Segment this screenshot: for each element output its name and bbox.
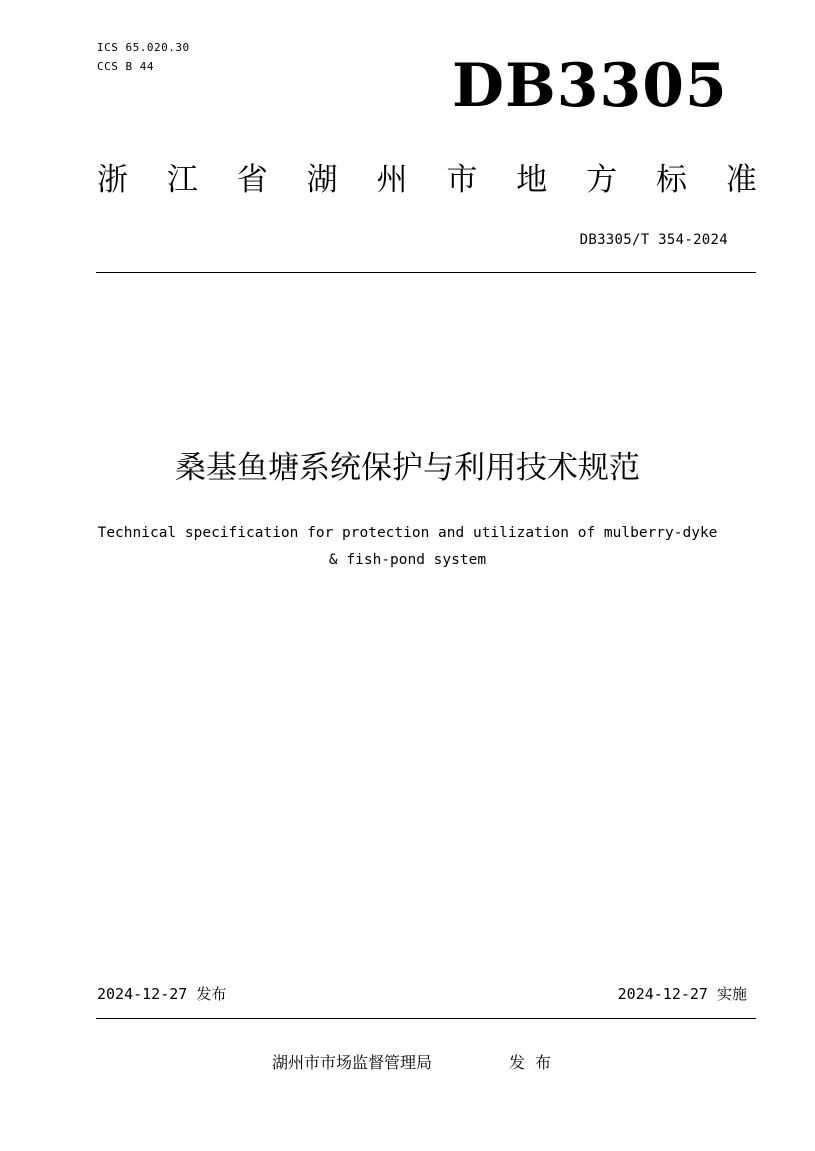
issue-label: 发布 (509, 1053, 562, 1072)
document-title-en (60, 520, 755, 574)
implement-date: 2024-12-27 实施 (617, 985, 747, 1003)
title-en-line: Technical specification for protection and utilization of mulberry-dyke (97, 525, 718, 541)
issuer-heading-char: 省 (236, 162, 268, 198)
issuer-heading-char: 浙 (97, 162, 128, 198)
issuer-heading-char: 准 (725, 162, 757, 198)
standard-mark-logo: DB3305 (452, 51, 728, 121)
standard-number: DB3305/T 354-2024 (579, 232, 728, 248)
issuing-authority: 湖州市市场监督管理局 (272, 1053, 433, 1072)
issuer-heading (97, 162, 757, 198)
issuer-heading-char: 州 (376, 162, 408, 198)
ccs-code: CCS B 44 (97, 60, 154, 73)
issuer-heading-char: 地 (516, 162, 548, 198)
issuer-heading-char: 市 (446, 162, 478, 198)
document-title-zh: 桑基鱼塘系统保护与利用技术规范 (175, 450, 640, 486)
bottom-divider (96, 1018, 756, 1019)
issuer-heading-char: 方 (586, 162, 618, 198)
issuer-heading-char: 标 (656, 162, 687, 198)
top-divider (96, 272, 756, 273)
ics-code: ICS 65.020.30 (97, 41, 190, 54)
issuer-heading-char: 江 (166, 162, 198, 198)
title-en-line: & fish-pond system (328, 552, 487, 568)
publish-date: 2024-12-27 发布 (97, 985, 227, 1003)
issuer-heading-char: 湖 (306, 162, 338, 198)
